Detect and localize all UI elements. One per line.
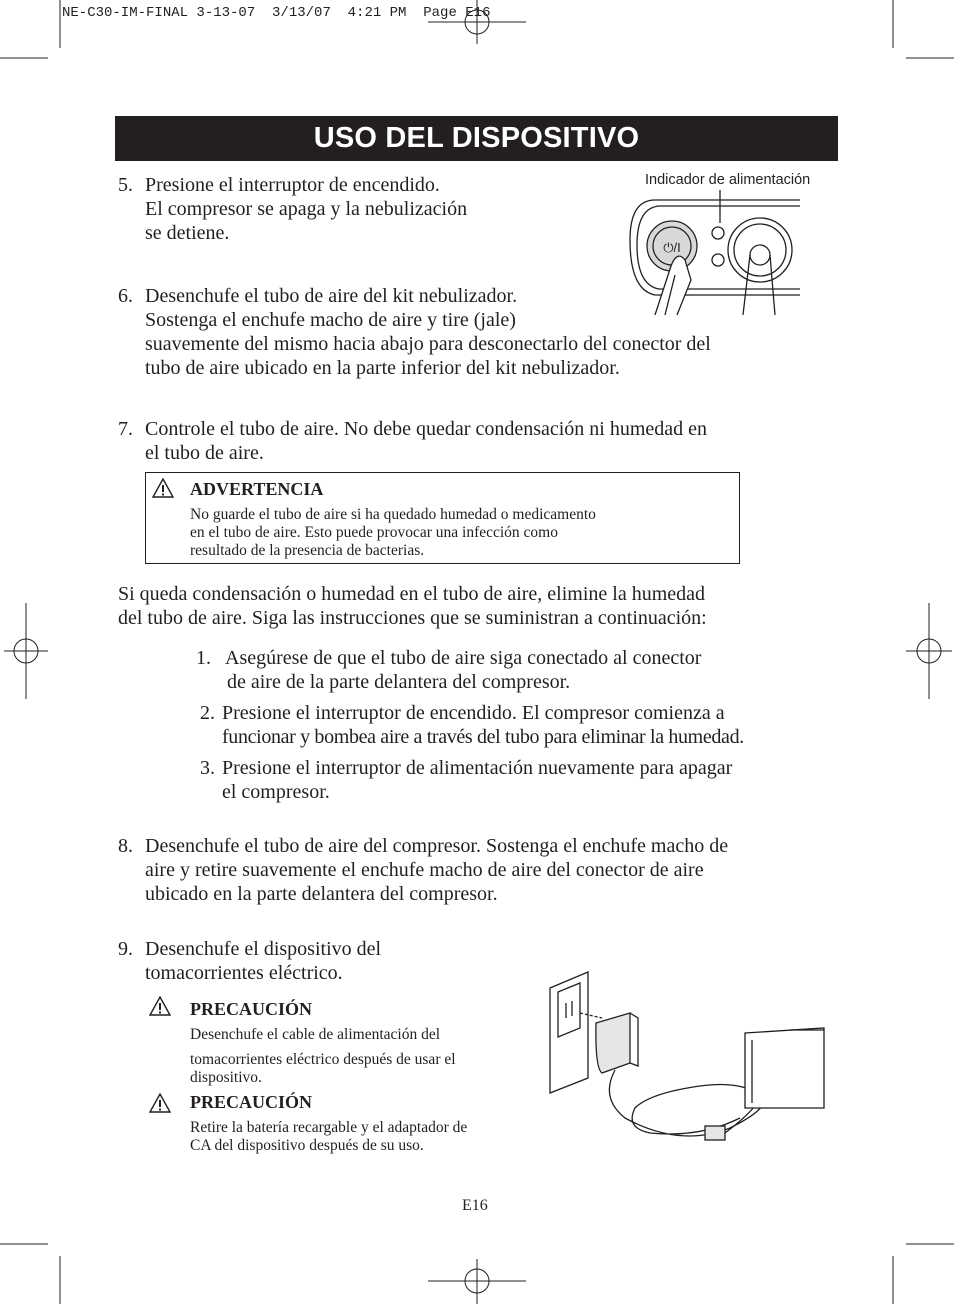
warning-triangle-icon: [152, 478, 174, 498]
text-line: Retire la batería recargable y el adaptador de: [190, 1119, 468, 1136]
text-line: Presione el interruptor de encendido.: [145, 174, 440, 196]
text-line: Desenchufe el dispositivo del: [145, 938, 382, 960]
warning-triangle-icon: [149, 996, 171, 1016]
caution-text: [190, 1119, 467, 1155]
text-line: tubo de aire ubicado en la parte inferior del kit nebulizador.: [145, 357, 620, 379]
text-line: Asegúrese de que el tubo de aire siga conectado al conector: [225, 647, 702, 669]
text-line: El compresor se apaga y la nebulización: [145, 198, 468, 220]
substep-text: [225, 646, 701, 694]
step-number: 6.: [118, 285, 133, 307]
caution-heading: PRECAUCIÓN: [190, 999, 313, 1019]
caution-text: [190, 1026, 456, 1087]
text-line: en el tubo de aire. Esto puede provocar una infección como: [190, 524, 558, 541]
text-line: dispositivo.: [190, 1069, 262, 1086]
text-line: No guarde el tubo de aire si ha quedado humedad o medicamento: [190, 506, 596, 523]
text-line: Presione el interruptor de alimentación nuevamente para apagar: [222, 757, 733, 779]
text-line: Controle el tubo de aire. No debe quedar condensación ni humedad en: [145, 418, 708, 440]
caution-heading: PRECAUCIÓN: [190, 1092, 313, 1112]
registration-mark-icon: [906, 603, 952, 699]
figure-caption: Indicador de alimentación: [645, 172, 811, 188]
text-line: Si queda condensación o humedad en el tubo de aire, elimine la humedad: [118, 583, 706, 605]
text-line: Desenchufe el tubo de aire del kit nebulizador.: [145, 285, 518, 307]
intro-paragraph: [118, 582, 707, 630]
text-line: Sostenga el enchufe macho de aire y tire (jale): [145, 309, 516, 331]
text-line: suavemente del mismo hacia abajo para desconectarlo del conector del: [145, 333, 711, 355]
power-button-label: ⏻/I: [663, 240, 681, 255]
text-line: ubicado en la parte delantera del compresor.: [145, 883, 498, 905]
text-line: el tubo de aire.: [145, 442, 264, 464]
text-line: Desenchufe el cable de alimentación del: [190, 1026, 441, 1043]
step-text: [145, 937, 381, 985]
text-line: se detiene.: [145, 222, 230, 244]
step-text: [145, 284, 711, 380]
step-text: [145, 834, 728, 906]
substep-text: [222, 701, 744, 749]
registration-mark-icon: [4, 603, 48, 699]
warning-triangle-icon: [149, 1093, 171, 1113]
step-number: 9.: [118, 938, 133, 960]
print-slug: NE-C30-IM-FINAL 3-13-07 3/13/07 4:21 PM Page E16: [62, 5, 491, 21]
step-text: [145, 417, 707, 465]
text-line: aire y retire suavemente el enchufe macho de aire del conector de aire: [145, 859, 704, 881]
text-line: Desenchufe el tubo de aire del compresor. Sostenga el enchufe macho de: [145, 835, 729, 857]
ac-adapter-illustration: [540, 968, 825, 1153]
warning-text: [190, 506, 596, 560]
section-title-bar: [115, 116, 838, 161]
step-number: 7.: [118, 418, 133, 440]
text-line: tomacorrientes eléctrico.: [145, 962, 343, 984]
page-number: E16: [462, 1197, 488, 1214]
text-line: tomacorrientes eléctrico después de usar el: [190, 1051, 456, 1068]
registration-mark-icon: [428, 1259, 526, 1304]
substep-number: 1.: [196, 647, 211, 669]
text-line: de aire de la parte delantera del compresor.: [227, 671, 571, 693]
warning-box: [145, 472, 740, 564]
page-title: USO DEL DISPOSITIVO: [313, 122, 640, 154]
text-line: el compresor.: [222, 781, 330, 803]
step-number: 5.: [118, 174, 133, 196]
text-line: CA del dispositivo después de su uso.: [190, 1137, 424, 1154]
warning-heading: ADVERTENCIA: [190, 479, 324, 499]
step-text: [145, 173, 467, 245]
text-line: resultado de la presencia de bacterias.: [190, 542, 425, 559]
substep-number: 3.: [200, 757, 215, 779]
text-line: Presione el interruptor de encendido. El compresor comienza a: [222, 702, 725, 724]
text-line: funcionar y bombea aire a través del tubo para eliminar la humedad.: [222, 726, 744, 748]
substep-text: [222, 756, 732, 804]
step-number: 8.: [118, 835, 133, 857]
substep-number: 2.: [200, 702, 215, 724]
text-line: del tubo de aire. Siga las instrucciones que se suministran a continuación:: [118, 607, 707, 629]
